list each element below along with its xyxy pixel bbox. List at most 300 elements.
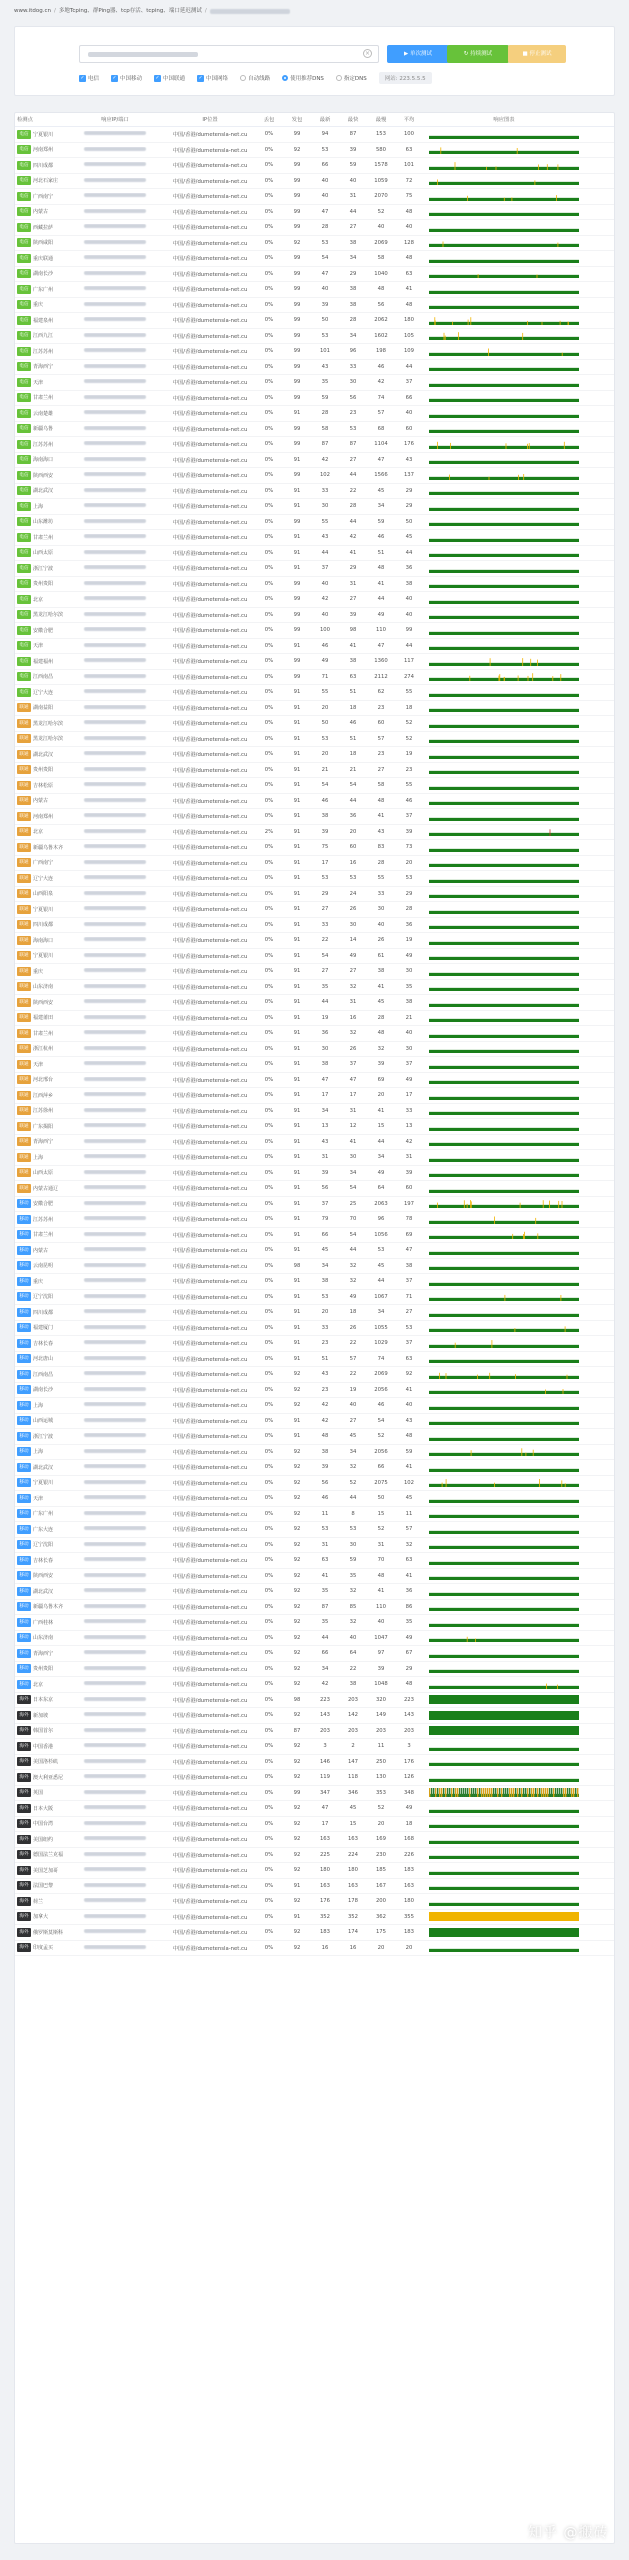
latency-sparkline	[429, 1695, 579, 1704]
response-baseline	[429, 973, 579, 976]
latest-ms: 33	[321, 1324, 329, 1331]
table-row	[15, 1662, 614, 1678]
response-ip	[65, 1557, 165, 1563]
loss-rate: 0%	[264, 1929, 274, 1936]
latency-sparkline	[429, 1633, 579, 1642]
table-row	[15, 964, 614, 980]
fastest-ms: 27	[349, 224, 357, 231]
latency-spike	[560, 321, 561, 325]
fastest-ms: 180	[347, 1867, 359, 1874]
probe-location	[15, 1649, 65, 1658]
latency-spike	[437, 1203, 438, 1208]
response-chart	[423, 285, 585, 294]
response-ip	[65, 1294, 165, 1300]
probe-location	[15, 688, 65, 697]
probe-location	[15, 1478, 65, 1487]
fastest-ms: 30	[349, 379, 357, 386]
loss-rate: 0%	[264, 1076, 274, 1083]
location-label: 黑龙江哈尔滨	[33, 612, 64, 619]
latency-stripe	[549, 1788, 550, 1797]
fastest-ms: 22	[349, 1371, 357, 1378]
latency-sparkline	[429, 1122, 579, 1131]
blurred-ip	[84, 984, 146, 988]
blurred-ip	[84, 643, 146, 647]
fastest-ms: 38	[349, 1681, 357, 1688]
response-baseline	[429, 260, 579, 263]
loss-rate: 0%	[264, 1526, 274, 1533]
fastest-ms: 53	[349, 1526, 357, 1533]
latency-sparkline	[429, 1339, 579, 1348]
response-ip	[65, 1371, 165, 1377]
radio-dns[interactable]	[282, 74, 324, 82]
latency-sparkline	[429, 1711, 579, 1720]
table-row	[15, 453, 614, 469]
check-unicom[interactable]	[154, 74, 185, 82]
probe-location	[15, 889, 65, 898]
latency-sparkline	[429, 1618, 579, 1627]
probe-location	[15, 1401, 65, 1410]
loss-rate: 0%	[264, 1092, 274, 1099]
average-ms: 100	[403, 131, 415, 138]
location-label: 海南海口	[33, 457, 54, 464]
sent-count: 91	[293, 1417, 301, 1424]
check-icon: ✓	[112, 74, 117, 81]
loss-rate: 0%	[264, 1278, 274, 1285]
location-label: 法国巴黎	[33, 1883, 54, 1890]
single-test-button[interactable]	[387, 45, 449, 63]
ip-location: 中国/香港/dumetensla-net.cu	[172, 1387, 248, 1394]
radio-custom-dns[interactable]	[336, 74, 367, 82]
slowest-ms: 97	[377, 1650, 385, 1657]
table-row	[15, 391, 614, 407]
location-label: 西藏拉萨	[33, 224, 54, 231]
sent-count: 91	[293, 642, 301, 649]
latency-stripe	[547, 1788, 548, 1797]
latency-stripe	[467, 1788, 468, 1797]
latest-ms: 94	[321, 131, 329, 138]
response-chart	[423, 951, 585, 960]
response-chart	[423, 1587, 585, 1596]
table-row	[15, 1073, 614, 1089]
blurred-ip	[84, 968, 146, 972]
slowest-ms: 31	[377, 1541, 385, 1548]
latest-ms: 34	[321, 1665, 329, 1672]
probe-location	[15, 1602, 65, 1611]
sent-count: 91	[293, 1030, 301, 1037]
latency-stripe	[501, 1788, 502, 1797]
response-chart	[423, 1649, 585, 1658]
table-row	[15, 1522, 614, 1538]
table-row	[15, 732, 614, 748]
response-baseline	[429, 1593, 579, 1596]
latest-ms: 45	[321, 1247, 329, 1254]
location-label: 安徽合肥	[33, 627, 54, 634]
response-ip	[65, 534, 165, 540]
latency-stripe	[539, 1788, 540, 1797]
location-label: 印度孟买	[33, 1945, 54, 1952]
latest-ms: 39	[321, 828, 329, 835]
table-row	[15, 623, 614, 639]
location-label: 河北唐山	[33, 1356, 54, 1363]
check-icon: ✓	[198, 74, 203, 81]
isp-badge: 联通	[17, 998, 31, 1007]
response-ip	[65, 674, 165, 680]
response-chart	[423, 1850, 585, 1859]
blurred-ip	[84, 1092, 146, 1096]
sent-count: 91	[293, 1324, 301, 1331]
fastest-ms: 64	[349, 1650, 357, 1657]
latest-ms: 44	[321, 1634, 329, 1641]
column-header[interactable]: 发包	[291, 117, 303, 123]
latency-spike	[545, 1390, 546, 1395]
table-row	[15, 747, 614, 763]
isp-badge: 移动	[17, 1463, 31, 1472]
ip-location: 中国/香港/dumetensla-net.cu	[172, 953, 248, 960]
latest-ms: 38	[321, 1278, 329, 1285]
latency-stripe	[571, 1788, 572, 1797]
latest-ms: 203	[319, 1727, 331, 1734]
latest-ms: 66	[321, 162, 329, 169]
loss-rate: 0%	[264, 766, 274, 773]
slowest-ms: 1104	[374, 441, 388, 448]
response-ip	[65, 1805, 165, 1811]
blurred-ip	[84, 1604, 146, 1608]
response-ip	[65, 1836, 165, 1842]
sent-count: 92	[293, 1495, 301, 1502]
table-row	[15, 329, 614, 345]
breadcrumb-item[interactable]: 多地Tcping、群Ping器、tcp存活、tcping、端口延迟测试	[58, 8, 202, 14]
response-chart	[423, 1664, 585, 1673]
table-row	[15, 205, 614, 221]
latency-spike	[470, 1200, 471, 1208]
ip-location: 中国/香港/dumetensla-net.cu	[172, 1790, 248, 1797]
latency-sparkline	[429, 1215, 579, 1224]
average-ms: 40	[405, 410, 413, 417]
average-ms: 53	[405, 875, 413, 882]
response-ip	[65, 891, 165, 897]
latency-sparkline	[429, 1494, 579, 1503]
fastest-ms: 29	[349, 270, 357, 277]
latency-sparkline	[429, 1556, 579, 1565]
latency-sparkline	[429, 719, 579, 728]
blurred-ip	[84, 922, 146, 926]
table-row	[15, 1011, 614, 1027]
loss-rate: 0%	[264, 1913, 274, 1920]
response-baseline	[429, 353, 579, 356]
check-telecom[interactable]	[79, 74, 99, 82]
blurred-ip	[84, 271, 146, 275]
slowest-ms: 1067	[374, 1293, 388, 1300]
response-baseline	[429, 1484, 579, 1487]
table-row	[15, 654, 614, 670]
sent-count: 91	[293, 720, 301, 727]
average-ms: 203	[403, 1727, 415, 1734]
blurred-ip	[84, 1433, 146, 1437]
loss-rate: 0%	[264, 658, 274, 665]
stop-test-button[interactable]	[508, 45, 566, 63]
loss-rate: 0%	[264, 503, 274, 510]
average-ms: 63	[405, 270, 413, 277]
fastest-ms: 51	[349, 689, 357, 696]
latest-ms: 35	[321, 379, 329, 386]
latency-stripe	[437, 1788, 438, 1797]
dns-field[interactable]	[379, 72, 432, 84]
sent-count: 91	[293, 751, 301, 758]
latest-ms: 34	[321, 1107, 329, 1114]
table-row	[15, 1832, 614, 1848]
latest-ms: 87	[321, 441, 329, 448]
location-label: 山东潍坊	[33, 519, 54, 526]
response-chart	[423, 734, 585, 743]
response-chart	[423, 1385, 585, 1394]
slowest-ms: 53	[377, 1247, 385, 1254]
latency-stripe	[553, 1788, 554, 1797]
latency-sparkline	[429, 858, 579, 867]
column-header[interactable]: 检测点	[17, 117, 33, 123]
latest-ms: 17	[321, 1092, 329, 1099]
ip-location: 中国/香港/dumetensla-net.cu	[172, 1046, 248, 1053]
ip-location: 中国/香港/dumetensla-net.cu	[172, 752, 248, 759]
latency-spike	[499, 674, 500, 681]
latest-ms: 20	[321, 751, 329, 758]
ip-location: 中国/香港/dumetensla-net.cu	[172, 1759, 248, 1766]
blurred-ip	[84, 767, 146, 771]
blurred-ip	[84, 937, 146, 941]
column-header[interactable]: 最快	[347, 117, 359, 123]
latency-spike	[535, 181, 536, 186]
average-ms: 44	[405, 549, 413, 556]
blurred-ip	[84, 503, 146, 507]
slowest-ms: 20	[377, 1092, 385, 1099]
location-label: 宁夏银川	[33, 1480, 54, 1487]
slowest-ms: 28	[377, 859, 385, 866]
loss-rate: 0%	[264, 1712, 274, 1719]
isp-badge: 海外	[17, 1897, 31, 1906]
probe-location	[15, 455, 65, 464]
slowest-ms: 1566	[374, 472, 388, 479]
average-ms: 40	[405, 1030, 413, 1037]
isp-badge: 联通	[17, 765, 31, 774]
search-input[interactable]	[79, 45, 379, 63]
check-network[interactable]	[197, 74, 228, 82]
response-ip	[65, 1945, 165, 1951]
sent-count: 99	[293, 472, 301, 479]
latency-stripe	[473, 1788, 474, 1797]
ip-location: 中国/香港/dumetensla-net.cu	[172, 1403, 248, 1410]
location-label: 浙江宁波	[33, 1433, 54, 1440]
response-ip	[65, 1619, 165, 1625]
table-row	[15, 189, 614, 205]
slowest-ms: 44	[377, 1138, 385, 1145]
blurred-ip	[84, 1805, 146, 1809]
average-ms: 72	[405, 177, 413, 184]
latency-spike	[512, 197, 513, 201]
slowest-ms: 59	[377, 518, 385, 525]
isp-badge: 电信	[17, 207, 31, 216]
response-ip	[65, 1681, 165, 1687]
latency-spike	[560, 674, 561, 681]
loss-rate: 0%	[264, 1758, 274, 1765]
loss-rate: 0%	[264, 549, 274, 556]
latest-ms: 30	[321, 503, 329, 510]
latest-ms: 46	[321, 1495, 329, 1502]
latency-stripe	[475, 1788, 476, 1797]
blurred-ip	[84, 472, 146, 476]
clear-icon[interactable]: ×	[364, 50, 371, 57]
loss-rate: 0%	[264, 1247, 274, 1254]
loss-rate: 0%	[264, 1169, 274, 1176]
home-link[interactable]: www.itdog.cn	[14, 8, 52, 14]
latency-stripe	[457, 1788, 458, 1797]
blurred-ip	[84, 1154, 146, 1158]
column-header[interactable]: 响应IP/端口	[101, 117, 129, 123]
location-label: 湖北武汉	[33, 488, 54, 495]
probe-location	[15, 564, 65, 573]
average-ms: 109	[403, 348, 415, 355]
ip-location: 中国/香港/dumetensla-net.cu	[172, 1511, 248, 1518]
sent-count: 91	[293, 1231, 301, 1238]
radio-auto[interactable]	[240, 74, 270, 82]
response-baseline	[429, 1872, 579, 1875]
latest-ms: 53	[321, 146, 329, 153]
latency-spike	[562, 352, 563, 355]
response-baseline	[429, 306, 579, 309]
ip-location: 中国/香港/dumetensla-net.cu	[172, 442, 248, 449]
response-chart	[423, 967, 585, 976]
isp-badge: 联通	[17, 827, 31, 836]
latest-ms: 119	[319, 1774, 331, 1781]
latency-sparkline	[429, 750, 579, 759]
isp-badge: 电信	[17, 161, 31, 170]
isp-badge: 移动	[17, 1246, 31, 1255]
response-chart	[423, 1091, 585, 1100]
response-baseline	[429, 539, 579, 542]
location-label: 贵州贵阳	[33, 767, 54, 774]
slowest-ms: 41	[377, 1107, 385, 1114]
blurred-ip	[84, 1728, 146, 1732]
isp-badge: 联通	[17, 750, 31, 759]
average-ms: 99	[405, 627, 413, 634]
response-ip	[65, 922, 165, 928]
slowest-ms: 39	[377, 1061, 385, 1068]
sent-count: 92	[293, 1650, 301, 1657]
latency-stripe	[521, 1788, 522, 1797]
table-row	[15, 437, 614, 453]
latency-sparkline	[429, 1928, 579, 1937]
probe-location	[15, 626, 65, 635]
slowest-ms: 74	[377, 394, 385, 401]
slowest-ms: 1055	[374, 1324, 388, 1331]
isp-badge: 联通	[17, 1184, 31, 1193]
response-baseline	[429, 213, 579, 216]
slowest-ms: 203	[375, 1727, 387, 1734]
column-header[interactable]: 响应图表	[493, 117, 515, 123]
response-baseline	[429, 1407, 579, 1410]
response-chart	[423, 393, 585, 402]
response-baseline	[429, 1019, 579, 1022]
latency-spike	[455, 1342, 456, 1347]
latency-sparkline	[429, 905, 579, 914]
fastest-ms: 34	[349, 1448, 357, 1455]
loss-rate: 0%	[264, 565, 274, 572]
column-header[interactable]: IP位置	[202, 117, 218, 123]
average-ms: 52	[405, 735, 413, 742]
latency-sparkline	[429, 672, 579, 681]
loss-rate: 0%	[264, 1371, 274, 1378]
column-header[interactable]: 最慢	[375, 117, 387, 123]
response-baseline	[429, 1695, 579, 1704]
options-row	[79, 72, 432, 84]
loss-rate: 0%	[264, 456, 274, 463]
probe-location	[15, 1680, 65, 1689]
location-label: 甘肃兰州	[33, 1232, 54, 1239]
response-chart	[423, 548, 585, 557]
loss-rate: 0%	[264, 317, 274, 324]
average-ms: 41	[405, 1386, 413, 1393]
response-ip	[65, 782, 165, 788]
probe-location	[15, 1215, 65, 1224]
fastest-ms: 39	[349, 611, 357, 618]
fastest-ms: 22	[349, 1665, 357, 1672]
latest-ms: 53	[321, 239, 329, 246]
sent-count: 91	[293, 782, 301, 789]
check-mobile[interactable]	[111, 74, 142, 82]
latency-sparkline	[429, 533, 579, 542]
average-ms: 176	[403, 1758, 415, 1765]
probe-location	[15, 781, 65, 790]
column-header[interactable]: 最新	[319, 117, 331, 123]
ip-location: 中国/香港/dumetensla-net.cu	[172, 1666, 248, 1673]
latency-spike	[469, 676, 470, 681]
ip-location: 中国/香港/dumetensla-net.cu	[172, 1728, 248, 1735]
fastest-ms: 142	[347, 1712, 359, 1719]
average-ms: 48	[405, 301, 413, 308]
response-chart	[423, 750, 585, 759]
response-ip	[65, 1340, 165, 1346]
response-chart	[423, 1478, 585, 1487]
response-chart	[423, 1726, 585, 1735]
latency-spike	[537, 1234, 538, 1240]
continuous-test-button[interactable]	[447, 45, 509, 63]
sent-count: 91	[293, 410, 301, 417]
slowest-ms: 28	[377, 1014, 385, 1021]
isp-badge: 联通	[17, 1044, 31, 1053]
response-baseline	[429, 864, 579, 867]
probe-location	[15, 920, 65, 929]
latency-sparkline	[429, 1897, 579, 1906]
latency-sparkline	[429, 1091, 579, 1100]
probe-location	[15, 1556, 65, 1565]
column-header[interactable]: 平均	[403, 117, 415, 123]
slowest-ms: 2070	[374, 193, 388, 200]
isp-badge: 联通	[17, 905, 31, 914]
ip-location: 中国/香港/dumetensla-net.cu	[172, 736, 248, 743]
average-ms: 355	[403, 1913, 415, 1920]
blurred-ip	[84, 488, 146, 492]
slowest-ms: 130	[375, 1774, 387, 1781]
blurred-ip	[84, 1681, 146, 1685]
column-header[interactable]: 丢包	[263, 117, 275, 123]
isp-badge: 移动	[17, 1571, 31, 1580]
blurred-ip	[84, 1309, 146, 1313]
latency-spike	[550, 830, 551, 837]
ip-location: 中国/香港/dumetensla-net.cu	[172, 163, 248, 170]
response-chart	[423, 238, 585, 247]
slowest-ms: 56	[377, 301, 385, 308]
isp-badge: 电信	[17, 362, 31, 371]
average-ms: 28	[405, 906, 413, 913]
location-label: 广东大连	[33, 1526, 54, 1533]
